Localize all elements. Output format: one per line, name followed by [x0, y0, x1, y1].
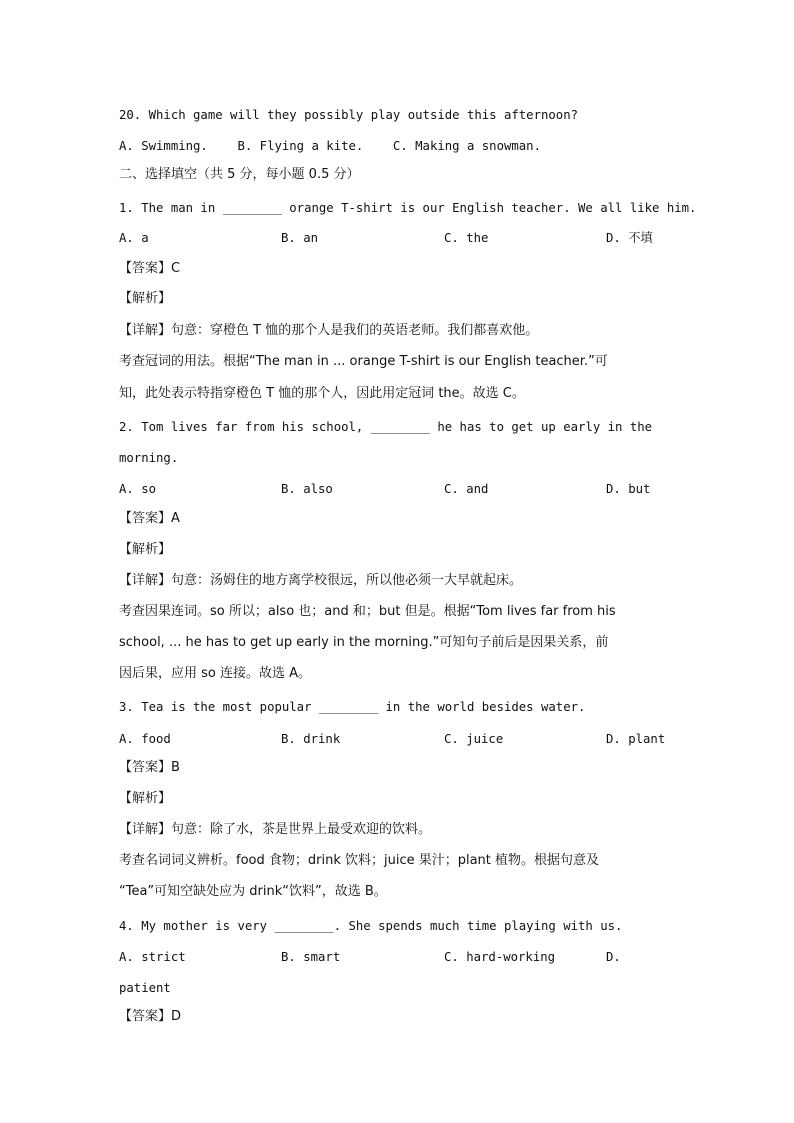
q2-explanation-2: school, ... he has to get up early in the morning.”可知句子前后是因果关系，前 [119, 635, 609, 650]
q3-answer: 【答案】B [119, 760, 180, 775]
q4-stem: 4. My mother is very ________. She spends much time playing with us. [119, 919, 623, 933]
q2-explanation-3: 因后果，应用 so 连接。故选 A。 [119, 666, 312, 681]
q3-option-b: B. drink [281, 732, 341, 746]
q1-answer: 【答案】C [119, 261, 181, 276]
q3-explanation-2: “Tea”可知空缺处应为 drink“饮料”，故选 B。 [119, 884, 387, 899]
q4-option-a: A. strict [119, 950, 186, 964]
q1-analysis-label: 【解析】 [119, 291, 172, 306]
q2-stem-1: 2. Tom lives far from his school, ________ he has to get up early in the [119, 420, 653, 434]
q3-detail: 【详解】句意：除了水，茶是世界上最受欢迎的饮料。 [119, 822, 432, 837]
q3-option-a: A. food [119, 732, 171, 746]
q2-answer: 【答案】A [119, 511, 180, 526]
q4-answer: 【答案】D [119, 1009, 182, 1024]
q1-option-d: D. 不填 [606, 231, 653, 245]
q2-explanation-1: 考查因果连词。so 所以；also 也；and 和；but 但是。根据“Tom lives far from his [119, 604, 616, 619]
q20-stem: 20. Which game will they possibly play outside this afternoon? [119, 108, 579, 122]
q20-options: A. Swimming. B. Flying a kite. C. Making a snowman. [119, 139, 541, 153]
q1-explanation-2: 知，此处表示特指穿橙色 T 恤的那个人，因此用定冠词 the。故选 C。 [119, 386, 525, 401]
q1-explanation-1: 考查冠词的用法。根据“The man in ... orange T-shirt is our English teacher.”可 [119, 354, 608, 369]
q4-option-d: D. [606, 950, 621, 964]
q3-stem: 3. Tea is the most popular ________ in the world besides water. [119, 700, 586, 714]
q3-option-c: C. juice [444, 732, 504, 746]
q1-option-a: A. a [119, 231, 149, 245]
q1-stem: 1. The man in ________ orange T-shirt is our English teacher. We all like him. [119, 201, 697, 215]
section-title: 二、选择填空（共 5 分，每小题 0.5 分） [119, 167, 360, 182]
q4-option-d-text: patient [119, 981, 171, 995]
q2-option-a: A. so [119, 482, 157, 496]
q2-analysis-label: 【解析】 [119, 542, 172, 557]
q2-option-d: D. but [606, 482, 651, 496]
q3-analysis-label: 【解析】 [119, 791, 172, 806]
q1-option-c: C. the [444, 231, 489, 245]
q4-option-b: B. smart [281, 950, 341, 964]
q2-detail: 【详解】句意：汤姆住的地方离学校很远，所以他必须一大早就起床。 [119, 573, 523, 588]
q2-option-b: B. also [281, 482, 333, 496]
q2-option-c: C. and [444, 482, 489, 496]
q2-stem-2: morning. [119, 451, 179, 465]
q3-option-d: D. plant [606, 732, 666, 746]
q3-explanation-1: 考查名词词义辨析。food 食物；drink 饮料；juice 果汁；plant 植物。根据句意及 [119, 853, 600, 868]
q1-detail: 【详解】句意：穿橙色 T 恤的那个人是我们的英语老师。我们都喜欢他。 [119, 323, 539, 338]
q1-option-b: B. an [281, 231, 319, 245]
q4-option-c: C. hard-working [444, 950, 556, 964]
